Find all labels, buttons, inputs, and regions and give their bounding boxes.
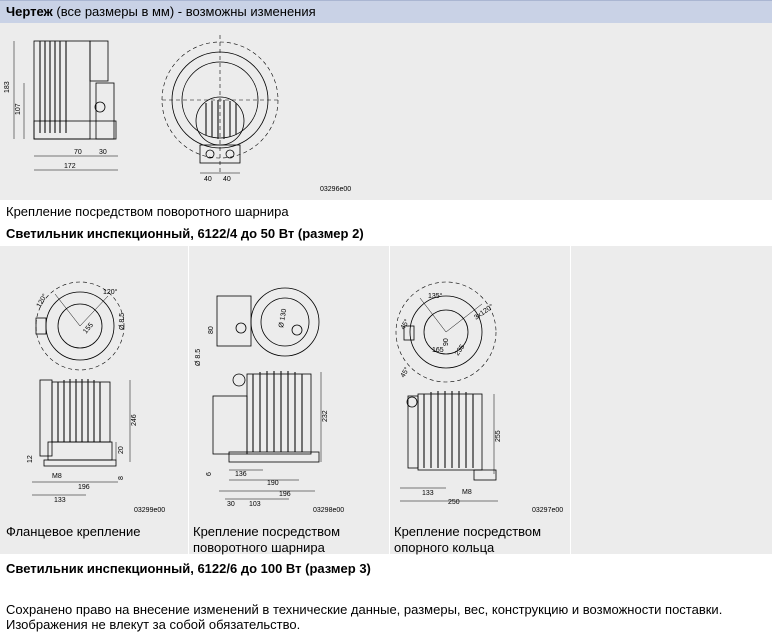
dim-ring-45-top: 45° [399,318,412,331]
dim-swivel-8-5: Ø 8.5 [195,348,202,366]
dim-swivel-130: Ø 130 [278,308,289,329]
dim-flange-8: 8 [118,476,125,480]
dim-flange-m8: M8 [52,473,62,480]
drawing-code-flange: 03299e00 [134,507,166,514]
dim-ring-45-bottom: 45° [399,366,412,379]
dim-swivel-190: 190 [267,480,279,487]
dim-ring-250: 250 [448,499,460,506]
footer-line-2: Изображения не влекут за собой обязательство. [6,617,301,632]
dim-ring-235: 235 [453,343,467,358]
drawing-panel-empty [571,246,772,554]
dim-flange-196: 196 [78,484,90,491]
footer-line-1: Сохранено право на внесение изменений в технические данные, размеры, вес, конструкцию и возможности поставки. [6,602,723,617]
section-title-size2: Светильник инспекционный, 6122/4 до 50 Вт (размер 2) [6,226,364,241]
dim-ring-m8: M8 [462,489,472,496]
dim-ring-90: 90 [443,338,450,346]
header-title-rest: (все размеры в мм) - возможны изменения [52,4,316,19]
dim-172: 172 [64,163,76,170]
section-header [0,0,772,24]
dim-flange-8-5: Ø 8.5 [119,312,126,330]
dim-swivel-232: 232 [322,410,329,422]
drawing-code-size2: 03296e00 [320,186,352,193]
dim-flange-246: 246 [131,414,138,426]
caption-flange: Фланцевое крепление [6,524,141,539]
caption-swivel-size3: Крепление посредством поворотного шарнира [193,524,341,555]
dim-flange-155: 155 [82,321,96,336]
dim-ring-133: 133 [422,490,434,497]
drawing-size3-flange [0,246,188,516]
dim-flange-angle-1: 120° [35,292,49,309]
caption-swivel-size2: Крепление посредством поворотного шарнира [6,204,289,219]
dim-flange-133: 133 [54,497,66,504]
dim-flange-12: 12 [27,455,34,463]
dim-ring-255: 255 [495,430,502,442]
section-title-size3: Светильник инспекционный, 6122/6 до 100 Вт (размер 3) [6,561,371,576]
caption-ring: Крепление посредством опорного кольца [394,524,542,555]
dim-swivel-103: 103 [249,501,261,508]
drawing-code-swivel: 03298e00 [313,507,345,514]
drawing-size2-side [0,23,160,200]
dim-70: 70 [74,149,82,156]
drawing-size2-top [160,23,360,200]
dim-ring-135: 135° [428,293,443,300]
dim-183: 183 [4,81,11,93]
drawing-size3-ring [390,246,570,516]
dim-40-right: 40 [223,176,231,183]
dim-swivel-30: 30 [227,501,235,508]
dim-flange-20: 20 [118,446,125,454]
drawing-code-ring: 03297e00 [532,507,564,514]
dim-40-left: 40 [204,176,212,183]
dim-swivel-6: 6 [206,472,213,476]
dim-flange-angle-2: 120° [103,289,118,296]
dim-30: 30 [99,149,107,156]
dim-107: 107 [15,103,22,115]
dim-swivel-196: 196 [279,491,291,498]
dim-swivel-80: 80 [208,326,215,334]
header-title-bold: Чертеж [6,4,53,19]
dim-swivel-136: 136 [235,471,247,478]
dim-ring-165: 165 [432,347,444,354]
dim-ring-3x120: 3x120° [473,303,496,322]
drawing-size3-swivel [189,246,389,516]
